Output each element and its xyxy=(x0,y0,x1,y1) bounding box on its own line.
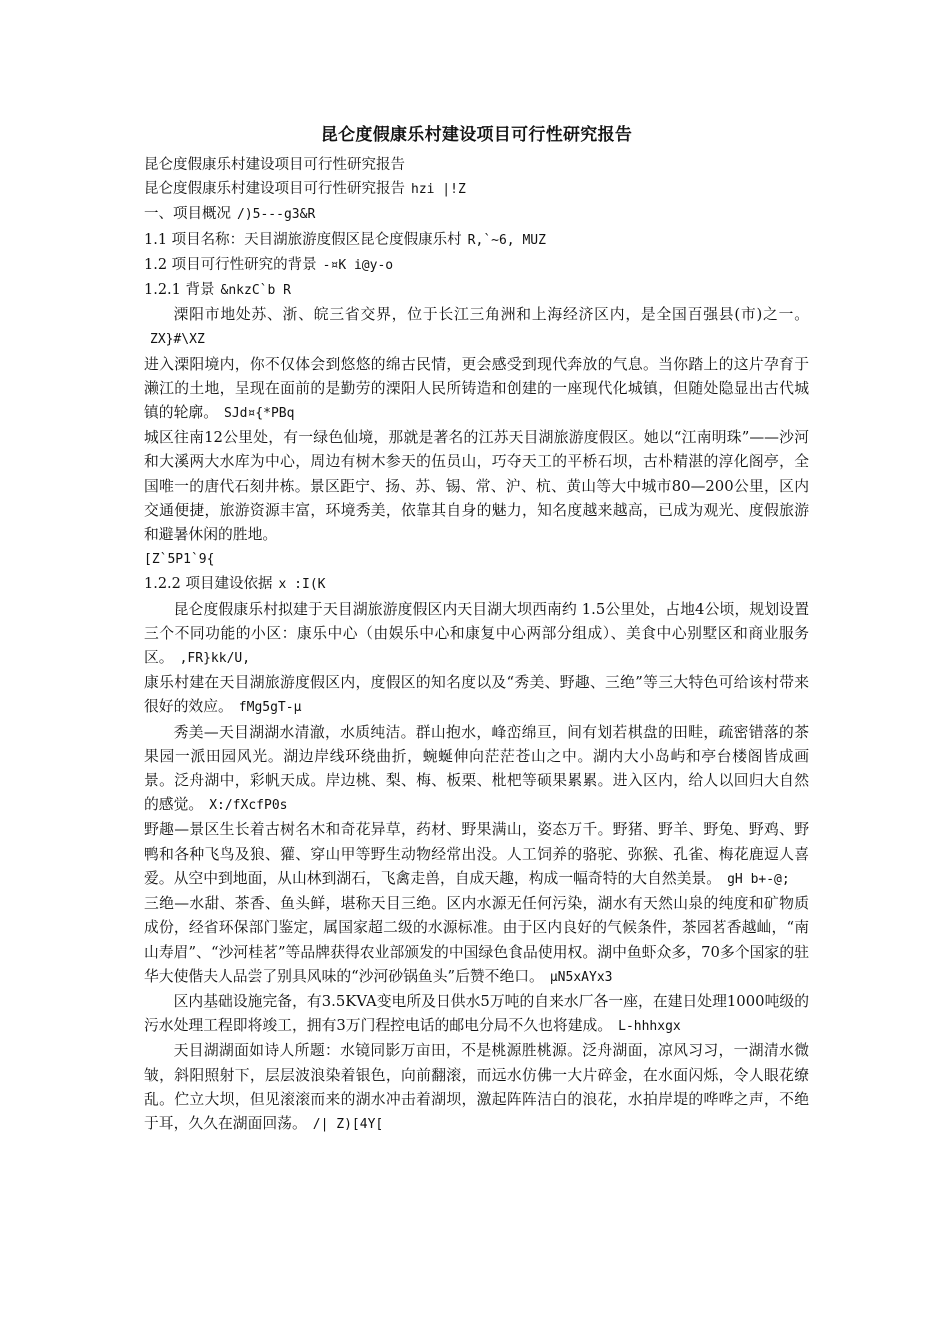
garbled-code: L-hhhxgx xyxy=(618,1019,681,1035)
section-heading xyxy=(144,572,809,597)
garbled-code: x :I(K xyxy=(278,577,326,593)
garbled-code: /)5---g3&R xyxy=(237,207,316,223)
paragraph-text: 三绝—水甜、茶香、鱼头鲜，堪称天目三绝。区内水源无任何污染，湖水有天然山泉的纯度和矿物质成份，经省环保部门鉴定，属国家超二级的水源标准。由于区内良好的气候条件，茶园茗香越屾，“南山寿眉”、“沙河桂茗”等品牌获得农业部颁发的中国绿色食品使用权。湖中鱼虾众多，70多个国家的驻华大使偕夫人品尝了别具风味的“沙河砂锅鱼头”后赞不绝口。 xyxy=(144,895,809,985)
document-title: 昆仑度假康乐村建设项目可行性研究报告 xyxy=(320,125,633,145)
paragraph-text: 野趣—景区生长着古树名木和奇花异草，药材、野果满山，姿态万千。野猪、野羊、野兔、野鸡、野鸭和各种飞鸟及狼、獾、穿山甲等野生动物经常出没。人工饲养的骆驼、弥猴、孔雀、梅花鹿逗人喜爱。从空中到地面，从山林到湖石，飞禽走兽，自成天趣，构成一幅奇特的大自然美景。 xyxy=(144,821,809,887)
line-text: 1.2.1 背景 xyxy=(144,282,215,299)
paragraph-text: 区内基础设施完备，有3.5KVA变电所及日供水5万吨的自来水厂各一座，在建日处理1000吨级的污水处理工程即将竣工，拥有3万门程控电话的邮电分局不久也将建成。 xyxy=(144,992,809,1035)
body-paragraph xyxy=(144,426,809,547)
paragraph-text: 溧阳市地处苏、浙、皖三省交界，位于长江三角洲和上海经济区内，是全国百强县(市)之一。 xyxy=(173,306,809,324)
garbled-code: X:/fXcfP0s xyxy=(209,798,288,814)
body-paragraph xyxy=(144,598,809,672)
paragraph-text: 城区往南12公里处，有一绿色仙境，那就是著名的江苏天目湖旅游度假区。她以“江南明珠”——沙河和大溪两大水库为中心，周边有树木参天的伍员山，巧夺天工的平桥石坝，古朴精湛的淳化阁亭，全国唯一的唐代石刻井栋。景区距宁、扬、苏、锡、常、沪、杭、黄山等大中城市80—200公里，区内交通便捷，旅游资源丰富，环境秀美，依靠其自身的魅力，知名度越来越高，已成为观光、度假旅游和避暑休闲的胜地。 xyxy=(144,429,809,544)
paragraph-text: 天目湖湖面如诗人所题：水镜同影万亩田，不是桃源胜桃源。泛舟湖面，凉风习习，一湖清水微皱，斜阳照射下，层层波浪染着银色，向前翻滚，而远水仿佛一大片碎金，在水面闪烁，令人眼花缭乱。伫立大坝，但见滚滚而来的湖水冲击着湖坝，激起阵阵洁白的浪花，水拍岸堤的哗哗之声，不绝于耳，久久在湖面回荡。 xyxy=(144,1042,809,1132)
line-text: 昆仑度假康乐村建设项目可行性研究报告 xyxy=(144,181,405,198)
line-text: 1.2 项目可行性研究的背景 xyxy=(144,256,317,273)
body-paragraph xyxy=(144,818,809,892)
paragraph-text: 秀美—天目湖湖水清澈，水质纯洁。群山抱水，峰峦绵亘，间有划若棋盘的田畦，疏密错落的茶果园一派田园风光。湖边岸线环绕曲折，蜿蜒伸向茫茫苍山之中。湖内大小岛屿和亭台楼阁皆成画景。泛舟湖中，彩帆天成。岸边桃、梨、梅、板栗、枇杷等硕果累累。进入区内，给人以回归大自然的感觉。 xyxy=(144,723,809,814)
paragraph-text: 昆仑度假康乐村拟建于天目湖旅游度假区内天目湖大坝西南约 1.5公里处，占地4公顷，规划设置三个不同功能的小区：康乐中心（由娱乐中心和康复中心两部分组成）、美食中心别墅区和商业服务区。 xyxy=(144,600,809,667)
garbled-code: µN5xAYx3 xyxy=(549,969,613,985)
paragraph-text: 进入溧阳境内，你不仅体会到悠悠的绵古民情，更会感受到现代奔放的气息。当你踏上的这片孕育于濑江的土地，呈现在面前的是勤劳的溧阳人民所铸造和创建的一座现代化城镇，但随处隐显出古代城镇的轮廓。 xyxy=(144,355,809,422)
body-paragraph xyxy=(144,353,809,427)
garbled-code: R,`~6, MUZ xyxy=(467,232,546,248)
body-paragraph xyxy=(144,1039,809,1137)
document-page xyxy=(144,120,809,1137)
section-heading xyxy=(144,278,809,303)
body-paragraph xyxy=(144,303,809,352)
header-line xyxy=(144,177,809,202)
garbled-code: gH b+-@; xyxy=(727,871,790,887)
garbled-code: SJd¤{*PBq xyxy=(224,406,295,422)
garbled-line xyxy=(144,547,809,572)
body-paragraph xyxy=(144,892,809,990)
garbled-code: hzi |!Z xyxy=(411,182,466,198)
section-heading xyxy=(144,228,809,253)
section-heading xyxy=(144,253,809,278)
paragraph-text: 康乐村建在天目湖旅游度假区内，度假区的知名度以及“秀美、野趣、三绝”等三大特色可给该村带来很好的效应。 xyxy=(144,674,809,716)
body-paragraph xyxy=(144,721,809,819)
garbled-code: &nkzC`b R xyxy=(220,283,291,299)
line-text: 1.2.2 项目建设依据 xyxy=(144,576,273,593)
garbled-code: [Z`5P1`9{ xyxy=(144,552,215,568)
section-heading xyxy=(144,202,809,227)
garbled-code: /| Z)[4Y[ xyxy=(312,1116,384,1132)
garbled-code: ZX}#\XZ xyxy=(150,332,205,348)
garbled-code: ,FR}kk/U, xyxy=(179,651,251,667)
body-paragraph xyxy=(144,990,809,1039)
line-text: 一、项目概况 xyxy=(144,206,231,223)
garbled-code: -¤K i@y-o xyxy=(322,257,394,273)
line-text: 1.1 项目名称：天目湖旅游度假区昆仑度假康乐村 xyxy=(144,231,462,248)
body-paragraph xyxy=(144,671,809,720)
line-text: 昆仑度假康乐村建设项目可行性研究报告 xyxy=(144,157,405,173)
garbled-code: fMg5gT-µ xyxy=(238,700,302,716)
header-line xyxy=(144,153,809,177)
